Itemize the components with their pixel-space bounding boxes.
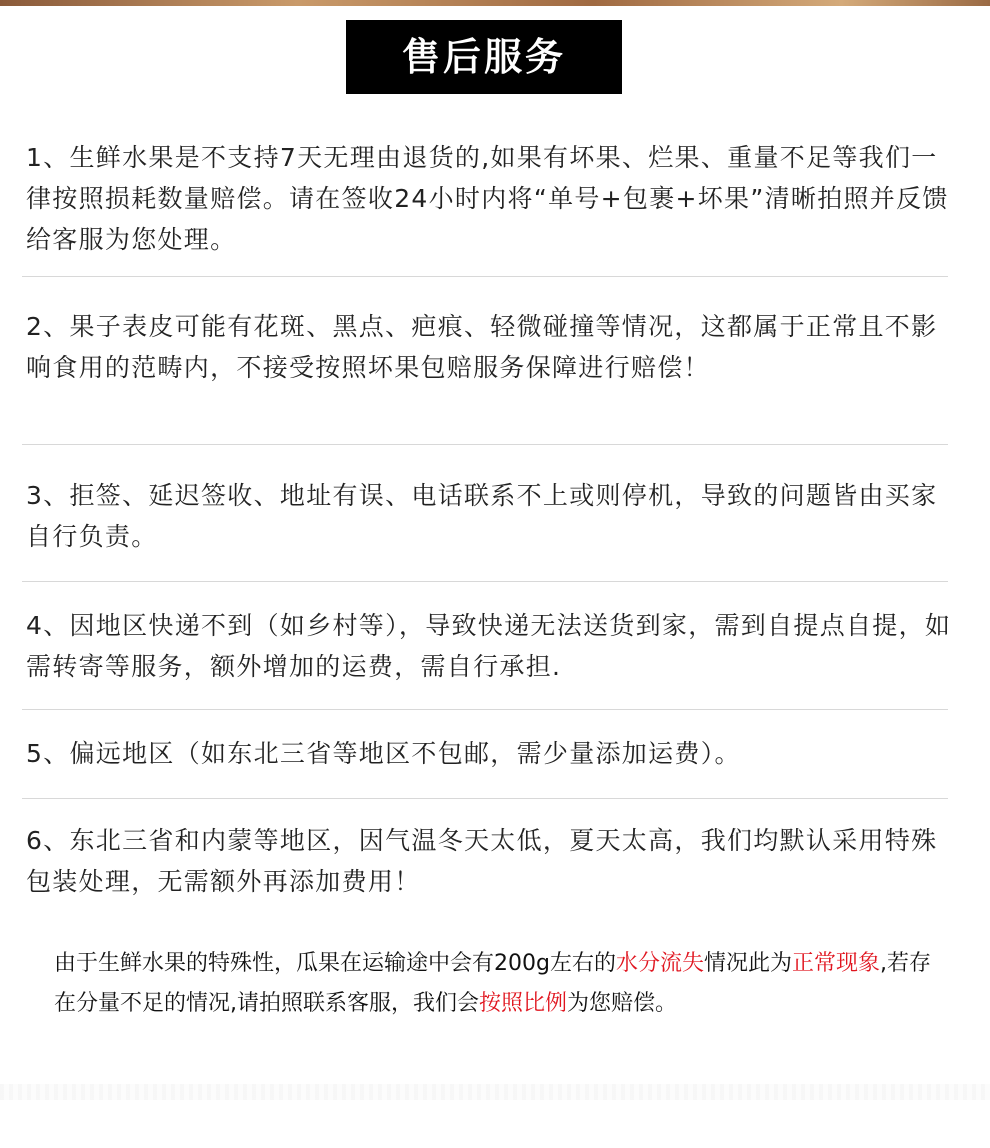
rule-item-2: 2、果子表皮可能有花斑、黑点、疤痕、轻微碰撞等情况，这都属于正常且不影响食用的范畴内，不接受按照坏果包赔服务保障进行赔偿！ <box>26 312 938 382</box>
note-text: 为您赔偿。 <box>567 991 678 1016</box>
note-highlight-water-loss: 水分流失 <box>615 951 704 976</box>
note-text: 由于生鲜水果的特殊性，瓜果在运输途中会有200g左右的 <box>54 951 616 976</box>
note-text: ,若存在分量不足的情况,请拍照联系客服，我们会 <box>54 951 932 1016</box>
note-highlight-proportion: 按照比例 <box>479 991 568 1016</box>
divider <box>22 444 948 445</box>
note-highlight-normal: 正常现象 <box>792 951 881 976</box>
bottom-decorative-strip <box>0 1084 990 1100</box>
rule-item-3: 3、拒签、延迟签收、地址有误、电话联系不上或则停机，导致的问题皆由买家自行负责。 <box>26 481 938 551</box>
divider <box>22 798 948 799</box>
freshness-note <box>54 944 934 1024</box>
top-decorative-strip <box>0 0 990 6</box>
page-title: 售后服务 <box>346 20 622 94</box>
rule-item-6: 6、东北三省和内蒙等地区，因气温冬天太低，夏天太高，我们均默认采用特殊包装处理，无需额外再添加费用！ <box>26 826 938 896</box>
divider <box>22 709 948 710</box>
rule-item-5: 5、偏远地区（如东北三省等地区不包邮，需少量添加运费）。 <box>26 739 741 768</box>
rule-item-1: 1、生鲜水果是不支持7天无理由退货的,如果有坏果、烂果、重量不足等我们一律按照损耗数量赔偿。请在签收24小时内将“单号+包裹+坏果”清晰拍照并反馈给客服为您处理。 <box>26 143 949 254</box>
divider <box>22 581 948 582</box>
divider <box>22 276 948 277</box>
rule-item-4: 4、因地区快递不到（如乡村等），导致快递无法送货到家，需到自提点自提，如需转寄等服务，额外增加的运费，需自行承担. <box>26 611 952 681</box>
note-text: 情况此为 <box>703 951 792 976</box>
